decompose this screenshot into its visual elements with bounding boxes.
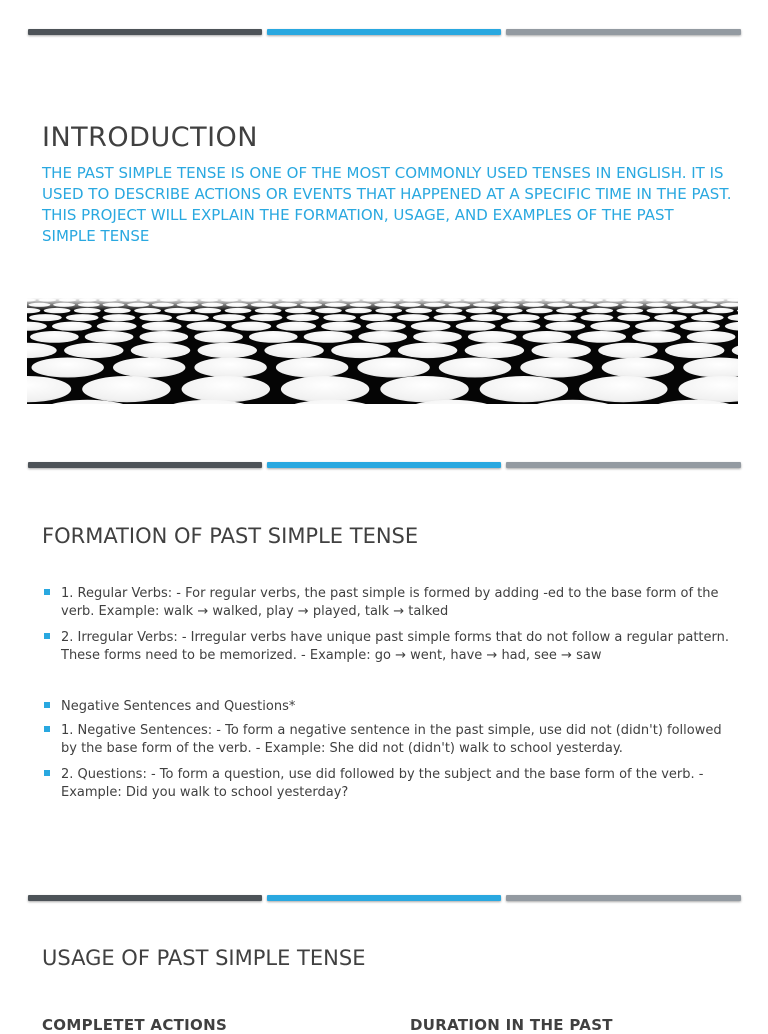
formation-list-1 <box>42 585 732 665</box>
usage-col1-heading: COMPLETET ACTIONS <box>42 1016 228 1034</box>
header-bar-dark <box>28 895 262 901</box>
list-item: 1. Regular Verbs: - For regular verbs, the past simple is formed by adding -ed to the base form of the verb. Example: walk → walked, play → played, talk → talked <box>42 585 732 621</box>
header-bar-gray <box>506 29 741 35</box>
slide-2-header-bars <box>28 462 741 470</box>
slide-1-header-bars <box>28 29 741 37</box>
formation-list-2 <box>42 698 732 802</box>
dots-perspective-image <box>27 298 738 404</box>
header-bar-gray <box>506 895 741 901</box>
slide-3-header-bars <box>28 895 741 903</box>
list-item: 2. Irregular Verbs: - Irregular verbs have unique past simple forms that do not follow a regular pattern. These forms need to be memorized. - Example: go → went, have → had, see → saw <box>42 629 732 665</box>
header-bar-accent <box>267 895 501 901</box>
header-bar-dark <box>28 29 262 35</box>
list-item: 1. Negative Sentences: - To form a negative sentence in the past simple, use did not (didn't) followed by the base form of the verb. - Example: She did not (didn't) walk to school yesterday. <box>42 722 732 758</box>
header-bar-gray <box>506 462 741 468</box>
usage-title: USAGE OF PAST SIMPLE TENSE <box>42 946 366 970</box>
header-bar-accent <box>267 29 501 35</box>
usage-col2-heading: DURATION IN THE PAST <box>410 1016 613 1034</box>
formation-title: FORMATION OF PAST SIMPLE TENSE <box>42 524 419 548</box>
header-bar-accent <box>267 462 501 468</box>
intro-text: THE PAST SIMPLE TENSE IS ONE OF THE MOST COMMONLY USED TENSES IN ENGLISH. IT IS USED TO DESCRIBE ACTIONS OR EVENTS THAT HAPPENED AT A SPECIFIC TIME IN THE PAST. THIS PROJECT WILL EXPLAIN THE FORMATION, USAGE, AND EXAMPLES OF THE PAST SIMPLE TENSE <box>42 164 732 245</box>
intro-title: INTRODUCTION <box>42 122 258 153</box>
list-item: Negative Sentences and Questions* <box>42 698 732 716</box>
list-item: 2. Questions: - To form a question, use did followed by the subject and the base form of the verb. - Example: Did you walk to school yesterday? <box>42 766 732 802</box>
header-bar-dark <box>28 462 262 468</box>
